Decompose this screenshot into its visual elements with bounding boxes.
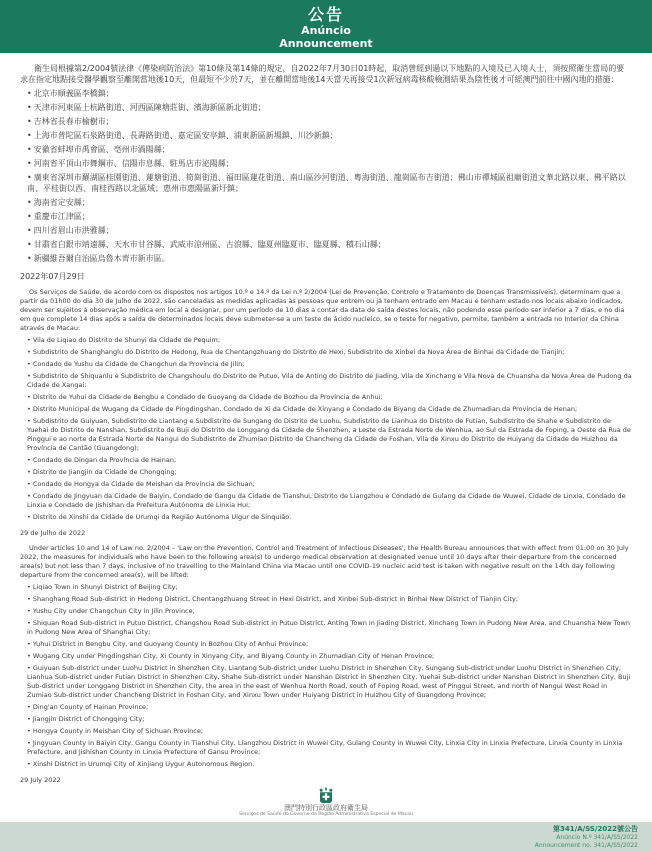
bullet-icon: •	[27, 103, 32, 112]
reference-band	[0, 822, 652, 852]
intro-paragraph-zh: 衛生局根據第2/2004號法律《傳染病防治法》第10條及第14條的規定，自2022年7月30日01時起，取消曾經到過以下地點的入境及已入境人士，須按照衛生當局的要求在指定地點接受醫學觀察至離開當地後10天，但最短不少於7天，並在離開當地後14天當天再接受1次新冠病毒核酸檢測結果為陰性後才可經澳門前往中國內地的措施：	[20, 64, 625, 84]
bullet-text: Yushu City under Changchun City in Jilin Province;	[32, 607, 195, 615]
bullet-text: Distrito Municipal de Wugang da Cidade de Pingdingshan, Condado de Xi da Cidade de Xinyang e Condado de Biyang da Cidade de Zhumadian da Província de Henan;	[32, 405, 578, 413]
date-pt: 29 de Julho de 2022	[20, 529, 86, 537]
page-title-en: Announcement	[279, 37, 373, 50]
section-portuguese	[20, 288, 632, 538]
bullet-icon: •	[27, 417, 31, 425]
issuer-name-pt: Serviços de Saúde do Governo da Região Administrativa Especial de Macau	[239, 812, 413, 817]
bullet-icon: •	[27, 348, 31, 356]
bullet-list-zh	[20, 88, 632, 264]
bullet-icon: •	[27, 336, 31, 344]
list-item	[27, 158, 632, 169]
list-item	[27, 652, 632, 661]
bullet-icon: •	[27, 492, 31, 500]
bullet-text: Distrito de Jiangjin da Cidade de Chongqing;	[32, 468, 177, 476]
list-item	[27, 595, 632, 604]
header-banner	[0, 0, 652, 53]
announcement-number-zh: 第341/A/SS/2022號公告	[553, 825, 638, 833]
bullet-text: Shiquan Road Sub-district in Putuo District, Changshou Road Sub-district in Putuo District, Anting Town in Jiading District, Xinchang Town in Pudong New Area, and Chuansha New Town in Pudong New Area of Shanghai City;	[27, 619, 630, 636]
announcement-number-en: Announcement no. 341/A/SS/2022	[534, 842, 638, 849]
list-item	[27, 715, 632, 724]
bullet-icon: •	[27, 652, 31, 660]
bullet-text: Subdistrito de Guiyuan, Subdistrito de Liantang e Subdistrito de Sungang do Distrito de Luohu, Subdistrito de Lianhua do Distrito de Futian, Subdistrito de Shahe e Subdistrito de Yuehai do Distrito de Nanshan, Subdistrito de Buji do Distrito de Longgang da Cidade de Shenzhen, a Leste da Estrada Norte de Wenhua, ao Sul da Estrada de Foping, a Oeste da Rua de Pinggui e ao norte da Estrada Norte de Nangui do Subdistrito de Zhumiao Distrito de Chancheng da Cidade de Foshan, Vila de Xinxu do Distrito de Huiyang da Cidade de Huizhou da Província de Cantão (Guangdong);	[27, 417, 631, 452]
bullet-text: Jiangjin District of Chongqing City;	[32, 715, 145, 723]
list-item	[27, 664, 632, 700]
bullet-text: 安徽省蚌埠市禹會區、亳州市渦陽縣；	[33, 145, 170, 154]
list-item	[27, 760, 632, 769]
bullet-text: Ding'an County of Hainan Province;	[32, 703, 149, 711]
list-item	[27, 116, 632, 127]
bullet-icon: •	[27, 703, 31, 711]
bullet-icon: •	[27, 595, 31, 603]
announcement-body	[0, 53, 652, 785]
list-item	[27, 172, 632, 194]
bullet-icon: •	[27, 226, 32, 235]
section-english	[20, 544, 632, 785]
bullet-icon: •	[27, 89, 32, 98]
bullet-text: 天津市河東區上杭路街道、河西區陳塘莊街、濱海新區新北街道；	[33, 103, 266, 112]
bullet-icon: •	[27, 739, 31, 747]
list-item	[27, 130, 632, 141]
bullet-icon: •	[27, 480, 31, 488]
list-item	[27, 405, 632, 414]
bullet-icon: •	[27, 727, 31, 735]
bullet-icon: •	[27, 583, 31, 591]
issuer-block	[0, 787, 652, 822]
bullet-icon: •	[27, 240, 32, 249]
health-bureau-logo-icon	[318, 787, 334, 803]
bullet-icon: •	[27, 513, 31, 521]
bullet-icon: •	[27, 117, 32, 126]
date-en: 29 July 2022	[20, 776, 61, 784]
bullet-icon: •	[27, 393, 31, 401]
bullet-text: 甘肅省白銀市靖遠縣、天水市甘谷縣、武威市涼州區、古浪縣、臨夏州臨夏市、臨夏縣、積石山縣；	[33, 240, 386, 249]
bullet-icon: •	[27, 468, 31, 476]
list-item	[27, 468, 632, 477]
bullet-text: Jingyuan County in Baiyin City, Gangu County in Tianshui City, Liangzhou District in Wuwei City, Gulang County in Wuwei City, Linxia City in Linxia Prefecture, Linxia County in Linxia Prefecture, and Jishishan County in Linxia Prefecture of Gansu Province;	[27, 739, 623, 756]
bullet-icon: •	[27, 715, 31, 723]
bullet-text: 河南省平頂山市舞鋼市、信陽市息縣、駐馬店市泌陽縣；	[33, 159, 234, 168]
bullet-text: Wugang City under Pingdingshan City, Xi County in Xinyang City, and Biyang County in Zhumadian City of Henan Province;	[32, 652, 435, 660]
bullet-icon: •	[27, 619, 31, 627]
list-item	[27, 239, 632, 250]
bullet-icon: •	[27, 664, 31, 672]
bullet-text: Condado de Yushu da Cidade de Changchun da Província de Jilin;	[32, 360, 245, 368]
bullet-text: 北京市順義區李橋鎮；	[33, 89, 114, 98]
bullet-text: Yuhui District in Bengbu City, and Guoyang County in Bozhou City of Anhui Province;	[32, 640, 309, 648]
list-item	[27, 144, 632, 155]
bullet-text: 重慶市江津區；	[33, 212, 90, 221]
list-item	[27, 417, 632, 453]
list-item	[27, 583, 632, 592]
list-item	[27, 640, 632, 649]
list-item	[27, 360, 632, 369]
bullet-icon: •	[27, 131, 32, 140]
bullet-text: 上海市普陀區石泉路街道、長壽路街道、嘉定區安亭鎮、浦東新區新場鎮、川沙新鎮；	[33, 131, 338, 140]
bullet-icon: •	[27, 360, 31, 368]
list-item	[27, 348, 632, 357]
bullet-list-en	[20, 583, 632, 769]
announcement-number-pt: Anúncio N.º 341/A/SS/2022	[556, 834, 638, 841]
intro-paragraph-en: Under articles 10 and 14 of Law no. 2/2004 – 'Law on the Prevention, Control and Treatment of Infectious Diseases', the Health Bureau announces that with effect from 01:00 on 30 July 2022, the measures for individuals who have been to the following area(s) to undergo medical observation at designated venue until 10 days after their departure from the concerned area(s) but not less than 7 days, inclusive of no travelling to the Mainland China via Macao until one COVID-19 nucleic acid test is taken with negative result on the 14th day following departure from the concerned area(s), will be lifted:	[20, 544, 629, 579]
bullet-text: Condado de Dingan da Província de Hainan;	[32, 456, 177, 464]
list-item	[27, 703, 632, 712]
list-item	[27, 492, 632, 510]
bullet-text: Vila de Liqiao do Distrito de Shunyi da Cidade de Pequim;	[32, 336, 221, 344]
list-item	[27, 393, 632, 402]
bullet-text: Distrito de Xinshi da Cidade de Urumqi da Região Autónoma Uigur de Sinquião.	[32, 513, 292, 521]
bullet-text: Guiyuan Sub-district under Luohu District in Shenzhen City, Liantang Sub-district under Luohu District in Shenzhen City, Sungang Sub-district under Luohu District in Shenzhen City, Lianhua Sub-district under Futian District in Shenzhen City, Shahe Sub-district under Nanshan District in Shenzhen City, Yuehai Sub-district under Nanshan District in Shenzhen City, Buji Sub-district under Longgang District in Shenzhen City, the area in the east of Wenhua North Road, south of Foping Road, west of Pinggui Street, and north of Nangui West Road in Zumiao Sub-district under Chancheng District in Foshan City, and Xinxu Town under Huiyang District in Huizhou City of Guangdong Province;	[27, 664, 631, 699]
bullet-text: 新疆維吾爾自治區烏魯木齊市新市區。	[33, 254, 170, 263]
bullet-icon: •	[27, 198, 32, 207]
bullet-icon: •	[27, 173, 32, 182]
bullet-icon: •	[27, 607, 31, 615]
bullet-icon: •	[27, 760, 31, 768]
bullet-text: Condado de Jingyuan da Cidade de Baiyin, Condado de Gangu da Cidade de Tianshui, Distrito de Liangzhou e Condado de Gulang da Cidade de Wuwei, Cidade de Linxia, Condado de Linxia e Condado de Jishishan da Prefeitura Autónoma de Linxia Hui;	[27, 492, 626, 509]
bullet-text: Subdistrito de Shiquanlu e Subdistrito de Changshoulu do Distrito de Putuo, Vila de Anting do Distrito de Jiading, Vila de Xinchang e Vila Nova de Chuansha da Nova Área de Pudong da Cidade de Xangai;	[27, 372, 632, 389]
list-item	[27, 211, 632, 222]
intro-paragraph-pt: Os Serviços de Saúde, de acordo com os dispostos nos artigos 10.º e 14.º da Lei n.º 2/2004 (Lei de Prevenção, Controlo e Tratamento de Doenças Transmissíveis), determinam que a partir da 01h00 do dia 30 de Julho de 2022, são canceladas as medidas aplicadas às pessoas que entrem ou já tenham entrado em Macau e tenham estado nos locais abaixo indicados, devem ser sujeitos à observação médica em local a designar, por um período de 10 dias a contar da data de saída destes locais, não podendo esse período ser inferior a 7 dias, e no dia em que complete 14 dias após a saída de determinados locais deve submeter-se a um teste de ácido nucleico, se o teste for negativo, permite, também a entrada no Interior da China através de Macau:	[20, 288, 625, 332]
bullet-list-pt	[20, 336, 632, 522]
date-zh: 2022年07月29日	[20, 272, 85, 281]
list-item	[27, 253, 632, 264]
page-title-pt: Anúncio	[301, 24, 351, 37]
list-item	[27, 197, 632, 208]
list-item	[27, 513, 632, 522]
list-item	[27, 607, 632, 616]
footer	[0, 787, 652, 852]
bullet-icon: •	[27, 405, 31, 413]
list-item	[27, 480, 632, 489]
list-item	[27, 372, 632, 390]
bullet-text: Distrito de Yuhui da Cidade de Bengbu e Condado de Guoyang da Cidade de Bozhou da Província de Anhui;	[32, 393, 383, 401]
bullet-text: 吉林省長春市榆樹市；	[33, 117, 114, 126]
list-item	[27, 102, 632, 113]
bullet-icon: •	[27, 159, 32, 168]
list-item	[27, 727, 632, 736]
issuer-name-zh: 澳門特別行政區政府衛生局	[284, 804, 368, 812]
section-chinese	[20, 63, 632, 282]
bullet-text: Condado de Hongya da Cidade de Meishan da Província de Sichuan;	[32, 480, 255, 488]
list-item	[27, 739, 632, 757]
bullet-icon: •	[27, 145, 32, 154]
bullet-text: 四川省眉山市洪雅縣；	[33, 226, 114, 235]
bullet-icon: •	[27, 212, 32, 221]
list-item	[27, 456, 632, 465]
list-item	[27, 225, 632, 236]
bullet-icon: •	[27, 456, 31, 464]
bullet-text: Xinshi District in Urumqi City of Xinjiang Uygur Autonomous Region.	[32, 760, 255, 768]
list-item	[27, 336, 632, 345]
bullet-icon: •	[27, 254, 32, 263]
list-item	[27, 88, 632, 99]
bullet-text: 廣東省深圳市羅湖區桂園街道、蓮塘街道、筍崗街道、福田區蓮花街道、南山區沙河街道、粵海街道、龍崗區布吉街道；佛山市禪城區祖廟街道文華北路以東、佛平路以南、平桂街以西、南桂西路以北區域；惠州市惠陽區新圩鎮；	[27, 173, 626, 193]
bullet-text: 海南省定安縣；	[33, 198, 90, 207]
list-item	[27, 619, 632, 637]
page-title-zh: 公告	[307, 5, 344, 24]
bullet-text: Shanghang Road Sub-district in Hedong District, Chentangzhuang Street in Hexi District, and Xinbei Sub-district in Binhai New District of Tianjin City;	[32, 595, 519, 603]
bullet-icon: •	[27, 372, 31, 380]
bullet-text: Subdistrito de Shanghanglu do Distrito de Hedong, Rua de Chentangzhuang do Distrito de Hexi, Subdistrito de Xinbei da Nova Área de Binhai da Cidade de Tianjin;	[32, 348, 565, 356]
bullet-text: Hongya County in Meishan City of Sichuan Province;	[32, 727, 204, 735]
bullet-text: Liqiao Town in Shunyi District of Beijing City;	[32, 583, 178, 591]
bullet-icon: •	[27, 640, 31, 648]
